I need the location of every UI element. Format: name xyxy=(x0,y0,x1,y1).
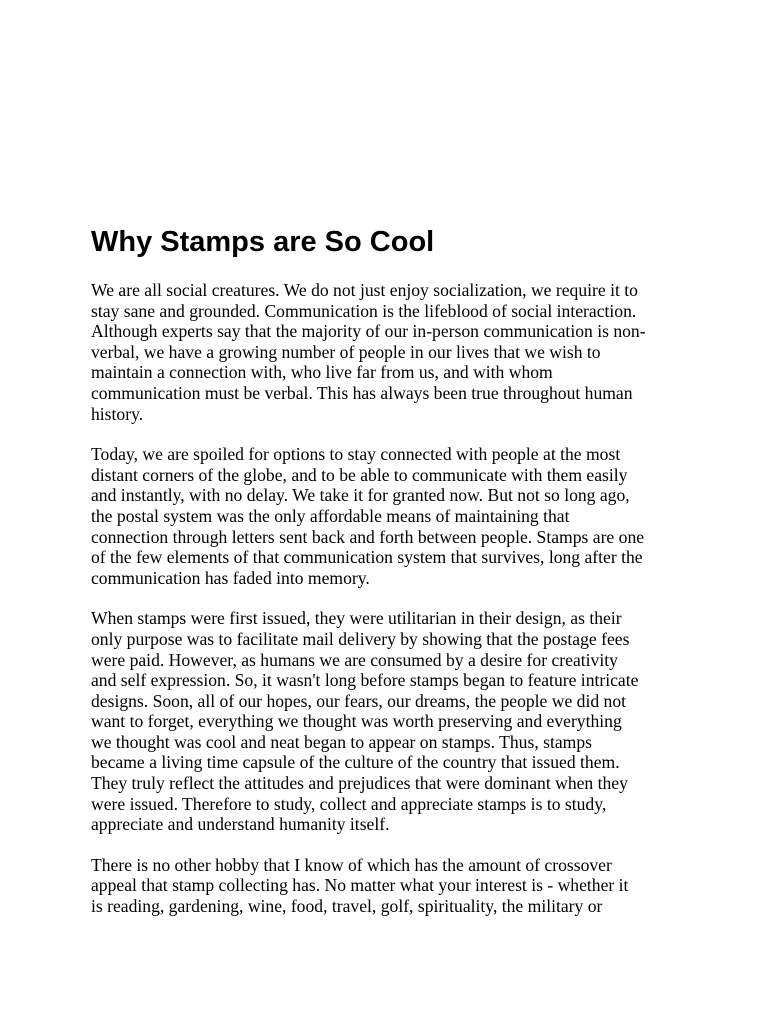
text-line: Although experts say that the majority of our in-person communication is non- xyxy=(91,321,646,342)
text-line: appreciate and understand humanity itself. xyxy=(91,814,390,835)
text-line: There is no other hobby that I know of which has the amount of crossover xyxy=(91,854,612,875)
text-line: and instantly, with no delay. We take it for granted now. But not so long ago, xyxy=(91,485,630,506)
paragraph xyxy=(91,608,691,835)
text-line: communication has faded into memory. xyxy=(91,567,370,588)
text-line: we thought was cool and neat began to appear on stamps. Thus, stamps xyxy=(91,731,592,752)
text-line: When stamps were first issued, they were utilitarian in their design, as their xyxy=(91,608,622,629)
text-line: They truly reflect the attitudes and prejudices that were dominant when they xyxy=(91,773,628,794)
text-line: history. xyxy=(91,403,144,424)
text-line: We are all social creatures. We do not just enjoy socialization, we require it to xyxy=(91,280,638,300)
text-line: the postal system was the only affordable means of maintaining that xyxy=(91,505,570,526)
text-line: stay sane and grounded. Communication is the lifeblood of social interaction. xyxy=(91,300,637,321)
text-line: only purpose was to facilitate mail delivery by showing that the postage fees xyxy=(91,628,630,649)
paragraph xyxy=(91,444,691,588)
text-line: became a living time capsule of the culture of the country that issued them. xyxy=(91,752,620,773)
text-line: of the few elements of that communication system that survives, long after the xyxy=(91,547,643,568)
text-line: distant corners of the globe, and to be able to communicate with them easily xyxy=(91,464,628,485)
text-line: appeal that stamp collecting has. No matter what your interest is - whether it xyxy=(91,875,629,896)
text-line: communication must be verbal. This has always been true throughout human xyxy=(91,382,633,403)
text-line: and self expression. So, it wasn't long before stamps began to feature intricate xyxy=(91,670,639,691)
text-line: were paid. However, as humans we are consumed by a desire for creativity xyxy=(91,649,618,670)
text-line: were issued. Therefore to study, collect and appreciate stamps is to study, xyxy=(91,793,607,814)
text-line: designs. Soon, all of our hopes, our fears, our dreams, the people we did not xyxy=(91,690,627,711)
text-line: want to forget, everything we thought was worth preserving and everything xyxy=(91,711,622,732)
text-line: verbal, we have a growing number of people in our lives that we wish to xyxy=(91,341,601,362)
text-line: connection through letters sent back and forth between people. Stamps are one xyxy=(91,526,645,547)
document-body xyxy=(91,222,691,937)
paragraph xyxy=(91,855,691,917)
document-title: Why Stamps are So Cool xyxy=(91,226,435,258)
text-line: is reading, gardening, wine, food, travel, golf, spirituality, the military or xyxy=(91,896,603,917)
text-line: maintain a connection with, who live far from us, and with whom xyxy=(91,362,553,383)
paragraph xyxy=(91,280,691,424)
text-line: Today, we are spoiled for options to stay connected with people at the most xyxy=(91,444,621,465)
